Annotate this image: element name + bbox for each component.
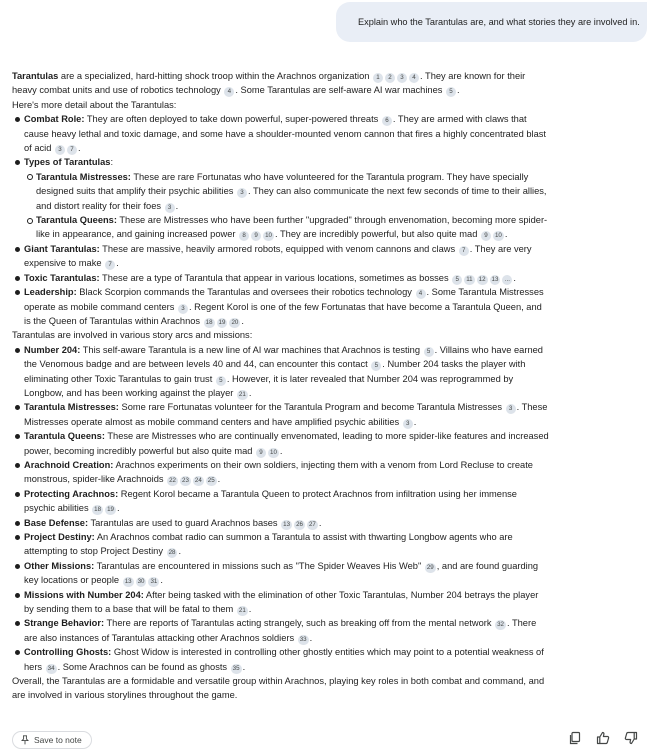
citation-chip[interactable]: 3 [506, 404, 516, 414]
citation-chip[interactable]: 4 [409, 73, 419, 83]
citation-chip[interactable]: 24 [194, 477, 202, 485]
citation-group [372, 71, 420, 81]
item-label: Number 204: [24, 344, 81, 355]
citation-group [236, 388, 249, 398]
save-to-note-label: Save to note [34, 734, 82, 745]
citation-group [223, 85, 235, 95]
citation-chip[interactable]: 3 [403, 419, 413, 429]
item-text: . [178, 546, 182, 557]
story-list-item [12, 516, 550, 530]
citation-chip[interactable]: 5 [216, 376, 226, 386]
item-label: Protecting Arachnos: [24, 488, 119, 499]
citation-group [230, 662, 243, 672]
citation-group [402, 417, 414, 427]
citation-group [236, 186, 248, 196]
story-list-item [12, 530, 550, 559]
item-text: . [242, 661, 246, 672]
citation-chip[interactable]: 3 [397, 73, 407, 83]
item-text: . [248, 604, 252, 615]
item-text: . [279, 445, 283, 456]
item-text: . Some Arachnos can be found as ghosts [57, 661, 230, 672]
citation-chip[interactable]: 19 [218, 318, 226, 326]
citation-chip[interactable]: 18 [205, 318, 213, 326]
item-text: These are Mistresses who are continually envenomated, leading to more spider-like features and increased power, becoming incredibly powerful but also quite mad [24, 431, 549, 456]
citation-group [164, 201, 176, 211]
item-text: There are reports of Tarantulas acting strangely, such as breaking off from the mental network [104, 618, 495, 629]
item-text: . [513, 272, 517, 283]
citation-group [445, 85, 457, 95]
item-text: . [248, 387, 252, 398]
item-text: Ghost Widow is interested in controlling other ghostly entities which may point to a potential weakness of hers [24, 647, 544, 672]
response-body [12, 69, 550, 703]
citation-chip[interactable]: 13 [491, 275, 499, 283]
item-text: . They are very expensive to make [24, 243, 532, 269]
item-text: , and are found guarding key locations or people [24, 560, 539, 586]
item-text: Arachnos experiments on their own soldiers, injecting them with a venom from Lord Recluse to create monstrous, spider-like Arachnoids [24, 459, 533, 485]
item-label: Types of Tarantulas [24, 157, 111, 168]
item-text: These are Mistresses who have been further "upgraded" through envenomation, becoming more spider-like in appearance, and gaining increased power [36, 215, 548, 240]
citation-group [177, 302, 189, 312]
citation-group [45, 662, 58, 672]
sub-list-item [24, 170, 550, 213]
item-label: Tarantula Queens: [36, 215, 117, 226]
citation-chip[interactable]: 9 [256, 448, 266, 458]
citation-group [451, 273, 513, 283]
citation-chip[interactable]: 1 [373, 73, 383, 83]
story-list-item [12, 559, 550, 588]
story-list-item [12, 616, 550, 645]
list-item [12, 285, 550, 328]
citation-chip[interactable]: 26 [296, 520, 303, 528]
list-item [12, 155, 550, 241]
item-label: Leadership: [24, 287, 77, 298]
citation-chip[interactable]: 33 [299, 635, 307, 643]
citation-chip[interactable]: 4 [224, 87, 234, 97]
item-text: . There are also instances of Tarantulas attacking other Arachnos soldiers [24, 618, 537, 643]
citation-group [280, 518, 319, 528]
citation-chip[interactable]: 7 [459, 246, 469, 256]
citation-chip[interactable]: 9 [481, 231, 491, 241]
item-label: Controlling Ghosts: [24, 647, 112, 658]
citation-group [494, 618, 507, 628]
citation-chip[interactable]: 27 [308, 520, 316, 528]
item-text: . [504, 229, 508, 240]
item-label: Tarantula Queens: [24, 431, 105, 442]
citation-chip[interactable]: 35 [232, 664, 240, 672]
citation-chip[interactable]: 25 [207, 477, 215, 485]
conclusion-paragraph: Overall, the Tarantulas are a formidable and versatile group within Arachnos, playing key roles in both combat and command, and are involved in various storylines throughout the game. [12, 676, 545, 701]
response-actions [568, 731, 638, 745]
story-list [12, 343, 550, 674]
citation-chip[interactable]: 23 [182, 477, 189, 485]
citation-chip[interactable]: 12 [478, 275, 486, 283]
item-text: . They are incredibly powerful, but also quite mad [274, 229, 480, 240]
citation-chip[interactable]: 11 [466, 275, 473, 283]
item-text: . [116, 503, 120, 514]
thumbs-up-icon[interactable] [596, 731, 610, 745]
citation-chip[interactable]: 19 [107, 506, 114, 514]
copy-icon[interactable] [568, 731, 582, 745]
citation-chip[interactable]: 34 [47, 664, 55, 672]
list-item [12, 242, 550, 271]
citation-chip[interactable]: 10 [265, 232, 272, 240]
intro-term: Tarantulas [12, 71, 59, 81]
citation-group [505, 402, 517, 412]
item-label: Arachnoid Creation: [24, 459, 114, 470]
item-text: Tarantulas are encountered in missions such as "The Spider Weaves His Web" [94, 560, 424, 571]
item-text: . [175, 200, 179, 211]
citation-group [297, 633, 310, 643]
item-text: . [309, 632, 313, 643]
thumbs-down-icon[interactable] [624, 731, 638, 745]
citation-chip[interactable]: 8 [239, 231, 249, 241]
citation-chip[interactable]: 2 [385, 73, 395, 83]
detail-heading: Here's more detail about the Tarantulas: [12, 99, 177, 110]
list-item [12, 112, 550, 155]
sub-list [24, 170, 550, 242]
item-text: . They can also communicate the next few seconds of time to their allies, and distort reality for their foes [36, 186, 547, 211]
citation-chip[interactable]: 21 [238, 607, 246, 615]
intro-text: . [457, 85, 460, 96]
intro-paragraph [12, 69, 550, 98]
citation-chip[interactable]: 30 [137, 578, 145, 586]
story-list-item [12, 487, 550, 516]
item-text: . They are armed with claws that cause heavy lethal and toxic damage, and some have a shoulder-mounted venom cannon that fires a highly concentrated blast of acid [24, 114, 546, 154]
item-text: . These Mistresses operate almost as mobile command centers and have amplified psychic abilities [24, 402, 548, 427]
item-text: This self-aware Tarantula is a new line of AI war machines that Arachnos is testing [80, 344, 423, 355]
citation-chip[interactable]: 3 [178, 304, 188, 314]
citation-chip[interactable]: 10 [270, 448, 277, 456]
citation-group [91, 503, 117, 513]
user-message-bubble [336, 2, 647, 42]
story-list-item [12, 400, 550, 429]
citation-chip[interactable]: 32 [497, 621, 504, 629]
item-text: . Number 204 tasks the player with eliminating other Toxic Tarantulas to gain trust [24, 359, 526, 384]
citation-chip[interactable]: 20 [231, 318, 239, 326]
story-list-item [12, 429, 550, 458]
citation-group [238, 229, 275, 239]
item-label: Base Defense: [24, 517, 89, 528]
citation-group [104, 258, 116, 268]
citation-group [54, 143, 78, 153]
item-text: These are rare Fortunatas who have volunteered for the Tarantula program. They have specially designed suits that amplify their psychic abilities [36, 171, 529, 197]
item-label: Combat Role: [24, 114, 85, 125]
citation-group [166, 546, 182, 557]
story-heading: Tarantulas are involved in various story arcs and missions: [12, 330, 253, 341]
citation-chip[interactable]: 7 [105, 260, 115, 270]
story-list-item [12, 343, 550, 401]
citation-chip[interactable]: 3 [165, 203, 175, 213]
citation-chip[interactable]: 22 [169, 477, 176, 485]
citation-group [458, 244, 470, 254]
story-list-item [12, 645, 550, 674]
citation-chip[interactable]: 18 [94, 506, 102, 514]
user-message-text: Explain who the Tarantulas are, and what stories they are involved in. [358, 16, 640, 27]
citation-group [122, 575, 161, 585]
citation-chip[interactable]: 5 [371, 361, 381, 371]
citation-chip[interactable]: 9 [251, 231, 261, 241]
intro-text: . They are known for their heavy combat units and use of robotics technology [12, 71, 526, 96]
citation-group [166, 474, 218, 484]
story-list-item [12, 588, 550, 617]
item-text: After being tasked with the elimination of other Toxic Tarantulas, Number 204 betrays the player by sending them to a base that will be fatal to them [24, 589, 539, 615]
item-label: Tarantula Mistresses: [36, 171, 131, 182]
citation-chip[interactable]: 13 [283, 520, 291, 528]
citation-chip[interactable]: 29 [426, 563, 434, 571]
item-label: Toxic Tarantulas: [24, 272, 100, 283]
citation-chip[interactable]: 10 [494, 232, 502, 240]
citation-group [415, 287, 427, 297]
item-text: . [77, 143, 81, 154]
item-text: . [116, 258, 119, 269]
story-list-item [12, 458, 550, 487]
citation-chip[interactable]: 5 [446, 87, 456, 97]
item-text: Some rare Fortunatas volunteer for the Tarantula Program and become Tarantula Mistresses [118, 402, 505, 413]
citation-group [370, 359, 382, 369]
list-item [12, 271, 550, 285]
item-text: Tarantulas are used to guard Arachnos bases [88, 517, 281, 528]
response-footer [12, 731, 648, 749]
citation-chip[interactable]: ... [502, 275, 512, 285]
item-text: . However, it is later revealed that Number 204 was reprogrammed by Longbow, and has been working against the player [24, 373, 514, 398]
item-text: These are a type of Tarantula that appear in various locations, sometimes as bosses [99, 272, 452, 283]
item-text: . [160, 575, 163, 586]
citation-chip[interactable]: 21 [238, 390, 246, 398]
pin-icon [21, 735, 29, 745]
sub-list-item [24, 213, 550, 242]
citation-group [381, 114, 393, 124]
citation-chip[interactable]: 6 [382, 116, 392, 126]
item-text: . [241, 315, 244, 326]
citation-group [255, 446, 280, 456]
item-text: . Regent Korol is one of the few Fortunatas that have become a Tarantula Queen, and is the Queen of Tarantulas within Arachnos [24, 301, 542, 326]
citation-chip[interactable]: 3 [237, 188, 247, 198]
item-label: Missions with Number 204: [24, 589, 144, 600]
citation-group [236, 604, 249, 614]
item-text: . [413, 416, 417, 427]
item-text: They are often deployed to take down powerful, super-powered threats [84, 114, 381, 125]
item-text: : [110, 157, 114, 168]
detail-list [12, 112, 550, 328]
intro-text: . Some Tarantulas are self-aware AI war machines [235, 85, 445, 96]
item-label: Other Missions: [24, 560, 95, 571]
citation-chip[interactable]: 5 [424, 347, 434, 357]
item-text: . [318, 517, 322, 528]
citation-chip[interactable]: 28 [168, 549, 176, 557]
item-label: Strange Behavior: [24, 618, 105, 629]
citation-group [480, 229, 505, 239]
save-to-note-button[interactable] [12, 731, 92, 749]
citation-chip[interactable]: 7 [67, 145, 77, 155]
citation-group [215, 374, 227, 384]
intro-text: are a specialized, hard-hitting shock troop within the Arachnos organization [58, 71, 373, 81]
citation-group [423, 345, 435, 355]
item-text: . Some Tarantula Mistresses operate as mobile command centers [24, 287, 544, 312]
citation-chip[interactable]: 4 [416, 289, 426, 299]
citation-group [203, 316, 242, 326]
item-label: Giant Tarantulas: [24, 243, 100, 254]
item-label: Project Destiny: [24, 532, 95, 542]
item-label: Tarantula Mistresses: [24, 402, 119, 413]
citation-group [424, 561, 437, 571]
item-text: An Arachnos combat radio can summon a Tarantula to assist with thwarting Longbow agents who are attempting to stop Project Destiny [24, 532, 513, 557]
item-text: Regent Korol became a Tarantula Queen to protect Arachnos from infiltration using her immense psychic abilities [24, 488, 517, 514]
citation-chip[interactable]: 3 [55, 145, 65, 155]
citation-chip[interactable]: 13 [124, 578, 132, 586]
item-text: Black Scorpion commands the Tarantulas and oversees their robotics technology [76, 287, 415, 298]
item-text: . Villains who have earned the Venomous badge and are between levels 40 and 44, can encounter this contact [24, 344, 543, 370]
citation-chip[interactable]: 5 [452, 275, 462, 285]
item-text: . [217, 474, 221, 485]
citation-chip[interactable]: 31 [150, 578, 158, 586]
item-text: These are massive, heavily armored robots, equipped with venom cannons and claws [99, 243, 458, 254]
